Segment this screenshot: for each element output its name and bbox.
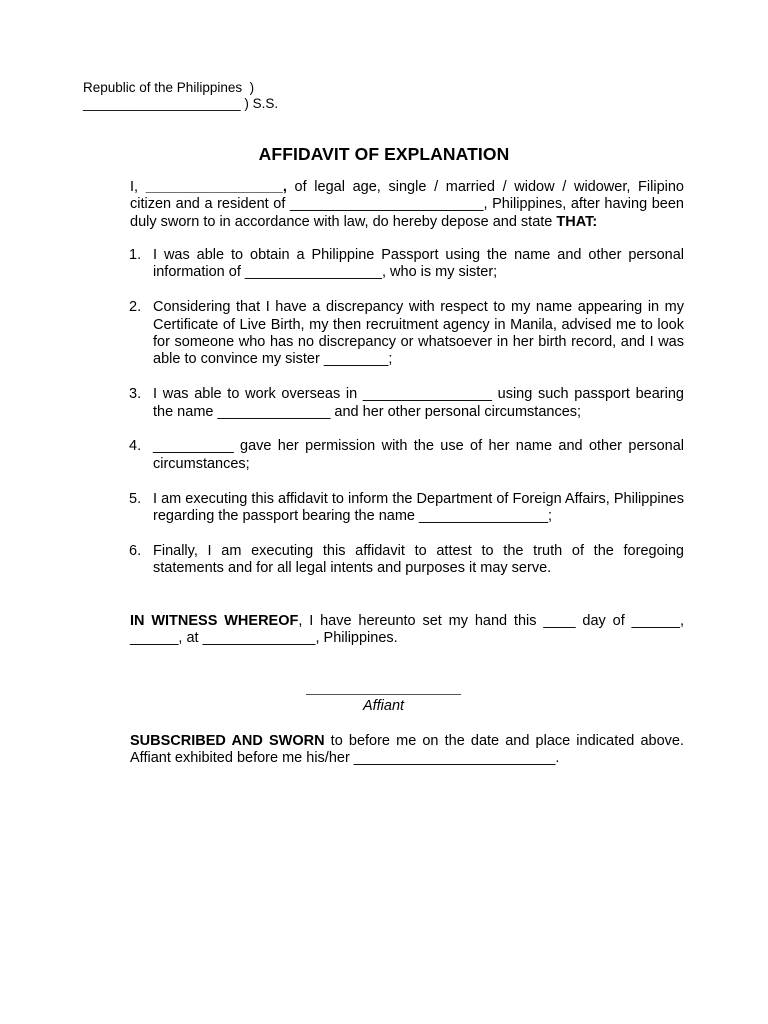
statement-text: I was able to obtain a Philippine Passport using the name and other personal information of _________________, who is my sister;	[153, 247, 684, 281]
venue-line-ss: _____________________ ) S.S.	[83, 96, 279, 111]
document-title: AFFIDAVIT OF EXPLANATION	[258, 144, 510, 164]
jurat-paragraph	[83, 733, 684, 768]
venue-block	[83, 80, 278, 112]
statement-number: 5.	[129, 490, 142, 507]
statement-number: 4.	[129, 438, 142, 455]
statement-item	[83, 386, 684, 421]
witness-body: , I have hereunto set my hand this ____ day of ______, ______, at ______________, Philippines.	[130, 613, 684, 647]
statement-number: 2.	[129, 299, 142, 316]
witness-heading: IN WITNESS WHEREOF	[130, 613, 299, 629]
statement-number: 6.	[129, 542, 142, 559]
statement-text: __________ gave her permission with the use of her name and other personal circumstances;	[153, 438, 684, 472]
statement-item	[83, 491, 684, 526]
intro-paragraph	[83, 179, 684, 231]
statement-item	[83, 438, 684, 473]
statement-item	[83, 247, 684, 282]
statement-list	[83, 247, 684, 595]
intro-body: of legal age, single / married / widow / widower, Filipino citizen and a resident of ________________________, Philippines, after having been duly sworn to in accordance with law, do hereby depose and state	[130, 179, 684, 230]
statement-item	[83, 299, 684, 369]
jurat-body: to before me on the date and place indicated above. Affiant exhibited before me his/her _________________________.	[130, 733, 684, 767]
statement-text: Finally, I am executing this affidavit to attest to the truth of the foregoing statements and for all legal intents and purposes it may serve.	[153, 542, 684, 577]
venue-line-republic: Republic of the Philippines )	[83, 80, 255, 95]
statement-item	[83, 543, 684, 578]
intro-lead: I,	[130, 179, 146, 195]
statement-number: 1.	[129, 247, 142, 263]
affiant-signature-line	[306, 694, 461, 695]
statement-text: I was able to work overseas in ________________ using such passport bearing the name ______________ and her other personal circumstances;	[153, 386, 684, 420]
witness-paragraph	[83, 613, 684, 648]
statement-text: Considering that I have a discrepancy with respect to my name appearing in my Certificate of Live Birth, my then recruitment agency in Manila, advised me to look for someone who has no discrepancy or whatsoever in her birth record, and I was able to convince my sister ________;	[153, 299, 684, 368]
affiant-label: Affiant	[362, 698, 405, 714]
affiant-name-blank: _________________,	[145, 179, 287, 195]
statement-number: 3.	[129, 386, 142, 403]
jurat-heading: SUBSCRIBED AND SWORN	[130, 733, 325, 749]
statement-text: I am executing this affidavit to inform the Department of Foreign Affairs, Philippines regarding the passport bearing the name ________________;	[153, 490, 684, 525]
intro-that: THAT:	[556, 213, 598, 230]
